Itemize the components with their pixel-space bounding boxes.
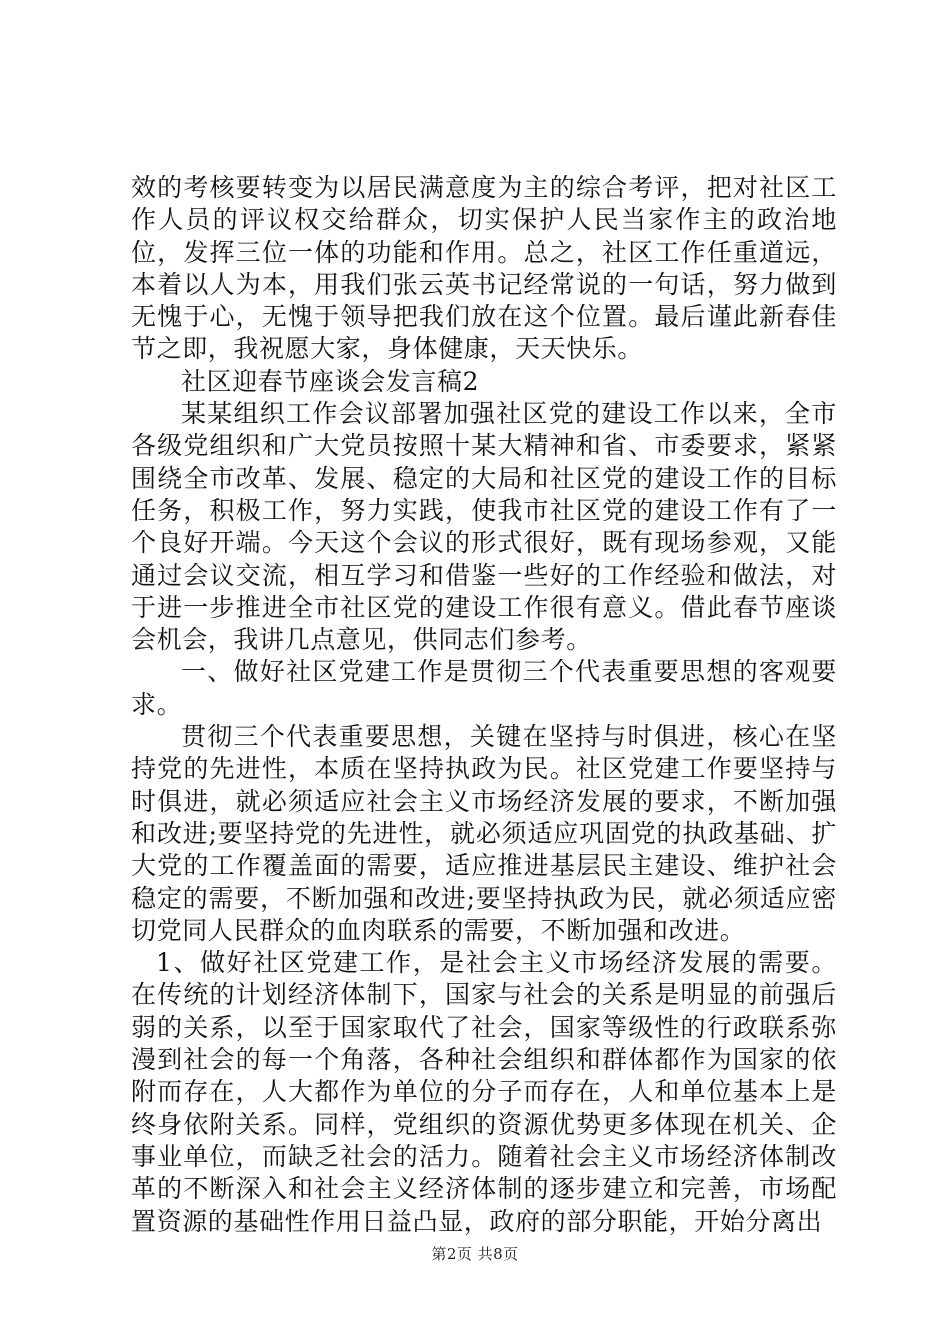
section-title: 社区迎春节座谈会发言稿2 [181,366,480,396]
paragraph-continuation: 效的考核要转变为以居民满意度为主的综合考评，把对社区工作人员的评议权交给群众，切实保护人民当家作主的政治地位，发挥三位一体的功能和作用。总之，社区工作任重道远，本着以人为本，用我们张云英书记经常说的一句话，努力做到无愧于心，无愧于领导把我们放在这个位置。最后谨此新春佳节之即，我祝愿大家，身体健康，天天快乐。 [131,173,837,364]
document-body [131,172,837,1238]
paragraph-intro: 某某组织工作会议部署加强社区党的建设工作以来，全市各级党组织和广大党员按照十某大精神和省、市委要求，紧紧围绕全市改革、发展、稳定的大局和社区党的建设工作的目标任务，积极工作，努力实践，使我市社区党的建设工作有了一个良好开端。今天这个会议的形式很好，既有现场参观，又能通过会议交流，相互学习和借鉴一些好的工作经验和做法，对于进一步推进全市社区党的建设工作很有意义。借此春节座谈会机会，我讲几点意见，供同志们参考。 [131,399,837,655]
section-heading-1: 一、做好社区党建工作是贯彻三个代表重要思想的客观要求。 [131,657,837,719]
paragraph-point-1: 1、做好社区党建工作，是社会主义市场经济发展的需要。在传统的计划经济体制下，国家与社会的关系是明显的前强后弱的关系，以至于国家取代了社会，国家等级性的行政联系弥漫到社会的每一个角落，各种社会组织和群体都作为国家的依附而存在，人大都作为单位的分子而存在，人和单位基本上是终身依附关系。同样，党组织的资源优势更多体现在机关、企事业单位，而缺乏社会的活力。随着社会主义市场经济体制改革的不断深入和社会主义经济体制的逐步建立和完善，市场配置资源的基础性作用日益凸显，政府的部分职能，开始分离出 [131,948,837,1236]
page-footer: 第2页 共8页 [431,1245,519,1263]
paragraph-section-1-body: 贯彻三个代表重要思想，关键在坚持与时俱进，核心在坚持党的先进性，本质在坚持执政为民。社区党建工作要坚持与时俱进，就必须适应社会主义市场经济发展的要求，不断加强和改进;要坚持党的先进性，就必须适应巩固党的执政基础、扩大党的工作覆盖面的需要，适应推进基层民主建设、维护社会稳定的需要，不断加强和改进;要坚持执政为民，就必须适应密切党同人民群众的血肉联系的需要，不断加强和改进。 [131,722,837,945]
